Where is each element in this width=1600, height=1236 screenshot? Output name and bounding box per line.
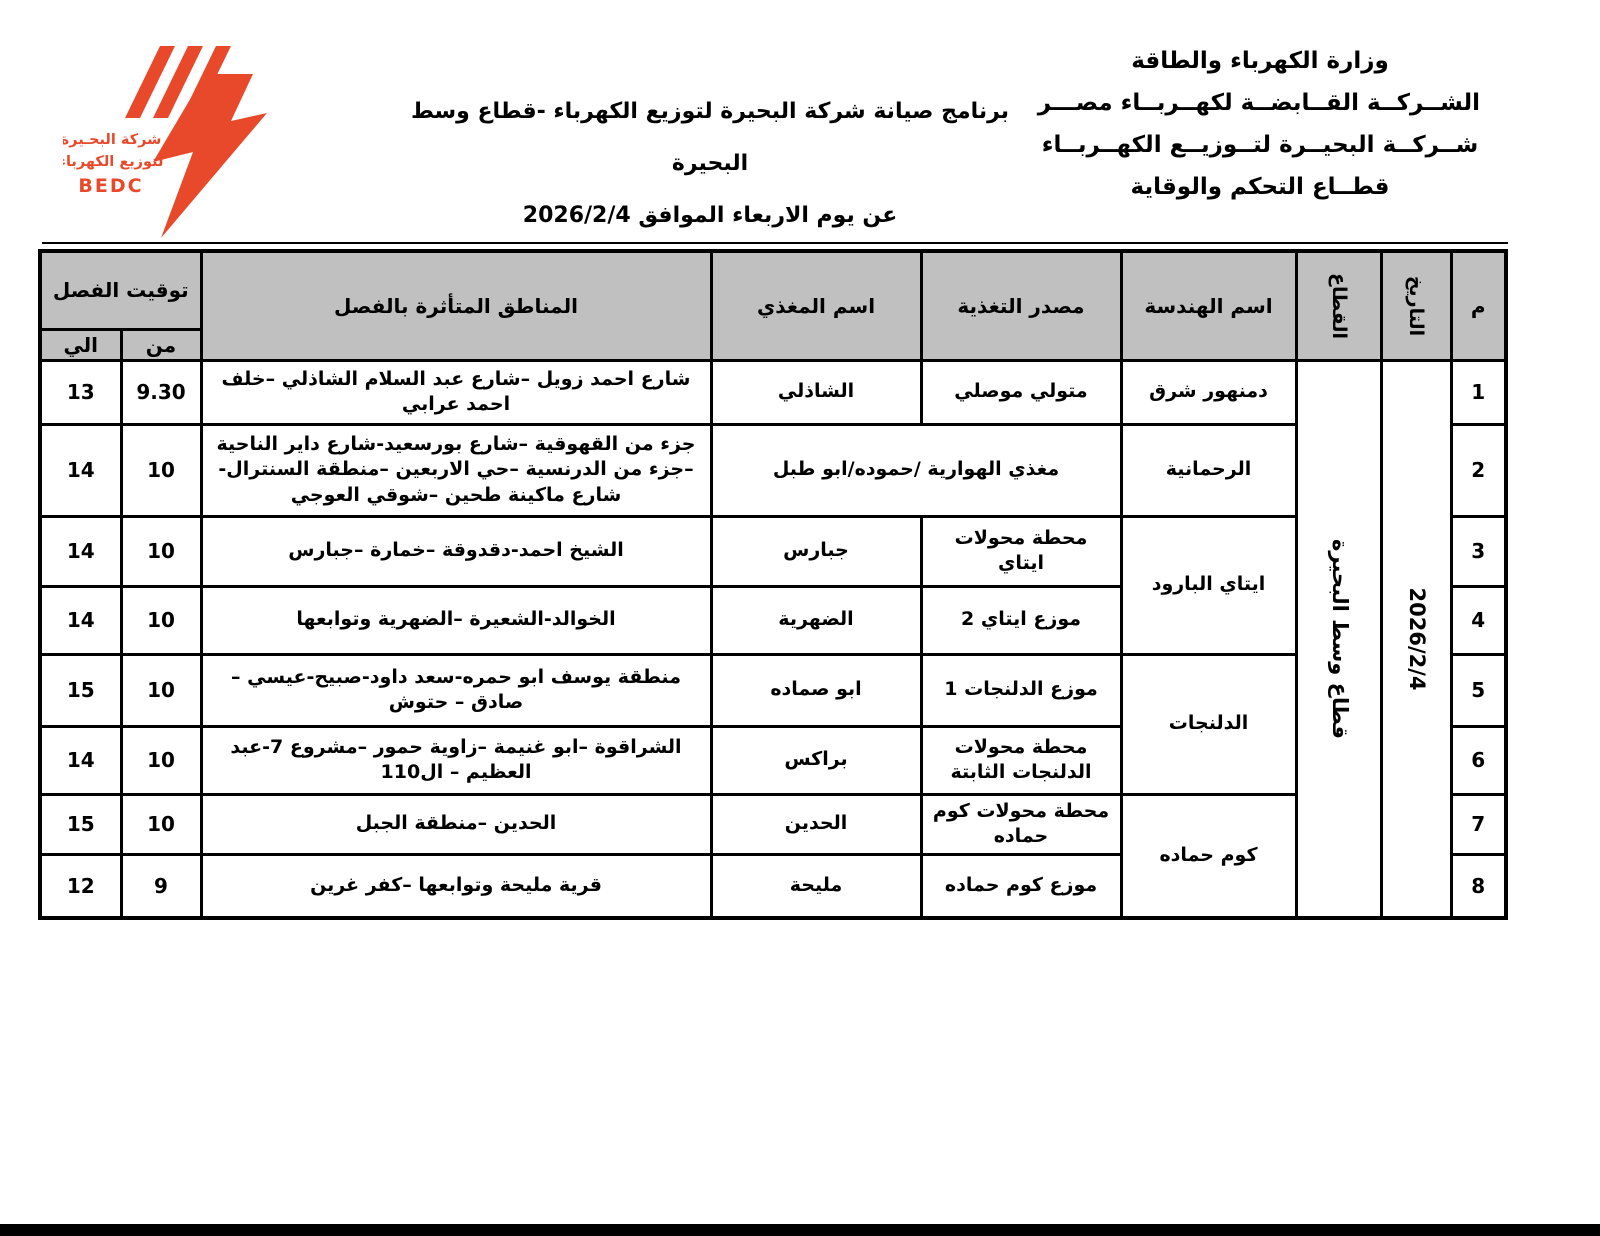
cell-areas: الشيخ احمد-دقدوقة –خمارة –جبارس	[201, 516, 711, 586]
maintenance-schedule-table	[38, 249, 1508, 920]
cell-areas: الخوالد-الشعيرة –الضهرية وتوابعها	[201, 586, 711, 654]
org-line-holding-company: الشــركــة القــابضــة لكهــربــاء مصـــر	[1037, 90, 1480, 116]
date-value: 2026/2/4	[1404, 587, 1429, 691]
col-header-feeder: اسم المغذي	[711, 251, 921, 360]
cell-source: موزع ايتاي 2	[921, 586, 1121, 654]
cell-from: 9.30	[121, 360, 201, 424]
col-header-date	[1381, 251, 1451, 360]
cell-num: 2	[1451, 424, 1506, 516]
cell-num: 6	[1451, 726, 1506, 794]
col-header-timing: توقيت الفصل	[40, 251, 201, 329]
page-bottom-rule	[0, 1224, 1600, 1236]
cell-source: متولي موصلي	[921, 360, 1121, 424]
cell-feeder: الشاذلي	[711, 360, 921, 424]
cell-areas: جزء من القهوقية –شارع بورسعيد-شارع داير الناحية –جزء من الدرنسية –حي الاربعين –منطقة السنترال-شارع ماكينة طحين –شوقي العوجي	[201, 424, 711, 516]
cell-to: 15	[40, 794, 121, 854]
bedc-logo	[63, 26, 348, 241]
org-line-distribution-company: شــركــة البحيــرة لتــوزيــع الكهــربــاء	[1041, 132, 1479, 158]
col-header-areas: المناطق المتأثرة بالفصل	[201, 251, 711, 360]
cell-to: 14	[40, 726, 121, 794]
program-title-line1: برنامج صيانة شركة البحيرة لتوزيع الكهرباء -قطاع وسط البحيرة	[410, 99, 1010, 176]
cell-feeder: مليحة	[711, 854, 921, 918]
cell-num: 4	[1451, 586, 1506, 654]
cell-date-merged	[1381, 360, 1451, 918]
cell-source: محطة محولات ايتاي	[921, 516, 1121, 586]
logo-company-line1: شركة البحـيرة	[63, 132, 162, 148]
cell-from: 10	[121, 586, 201, 654]
cell-feeder: الحدين	[711, 794, 921, 854]
cell-num: 3	[1451, 516, 1506, 586]
program-title-line2: عن يوم الاربعاء الموافق 2026/2/4	[522, 203, 898, 228]
col-header-sector	[1296, 251, 1381, 360]
bedc-logo-graphic	[63, 26, 348, 241]
cell-source: موزع الدلنجات 1	[921, 654, 1121, 726]
program-title	[400, 86, 1020, 242]
cell-feeder: جبارس	[711, 516, 921, 586]
logo-abbr-text: BEDC	[78, 175, 144, 197]
cell-num: 1	[1451, 360, 1506, 424]
cell-to: 14	[40, 516, 121, 586]
cell-from: 10	[121, 726, 201, 794]
cell-from: 10	[121, 516, 201, 586]
col-header-from: من	[121, 329, 201, 360]
cell-feeder: براكس	[711, 726, 921, 794]
cell-engineering-merged: كوم حماده	[1121, 794, 1296, 918]
cell-num: 5	[1451, 654, 1506, 726]
cell-areas: شارع احمد زويل –شارع عبد السلام الشاذلي –خلف احمد عرابي	[201, 360, 711, 424]
cell-areas: الشراقوة –ابو غنيمة –زاوية حمور –مشروع 7-عبد العظيم – ال110	[201, 726, 711, 794]
col-header-source: مصدر التغذية	[921, 251, 1121, 360]
org-line-ministry: وزارة الكهرباء والطاقة	[1131, 48, 1389, 74]
cell-to: 14	[40, 586, 121, 654]
table-row	[40, 424, 1506, 516]
cell-areas: قرية مليحة وتوابعها –كفر غرين	[201, 854, 711, 918]
col-header-num: م	[1451, 251, 1506, 360]
cell-from: 10	[121, 654, 201, 726]
cell-engineering: دمنهور شرق	[1121, 360, 1296, 424]
col-header-date-label: التاريخ	[1405, 275, 1427, 336]
cell-to: 13	[40, 360, 121, 424]
cell-source: محطة محولات الدلنجات الثابتة	[921, 726, 1121, 794]
table-row	[40, 794, 1506, 854]
cell-feeder: الضهرية	[711, 586, 921, 654]
cell-from: 10	[121, 424, 201, 516]
org-line-control-sector: قطــاع التحكم والوقاية	[1130, 174, 1390, 200]
cell-from: 10	[121, 794, 201, 854]
cell-feeder: ابو صماده	[711, 654, 921, 726]
cell-engineering: الرحمانية	[1121, 424, 1296, 516]
table-top-rule	[42, 242, 1508, 244]
cell-source: موزع كوم حماده	[921, 854, 1121, 918]
cell-areas: الحدين –منطقة الجبل	[201, 794, 711, 854]
col-header-sector-label: القطاع	[1327, 272, 1350, 339]
logo-arc-text	[63, 26, 72, 30]
org-heading	[1037, 40, 1480, 208]
logo-company-line2: لتوزيع الكهرباء	[63, 154, 164, 170]
cell-from: 9	[121, 854, 201, 918]
cell-num: 8	[1451, 854, 1506, 918]
cell-source: محطة محولات كوم حماده	[921, 794, 1121, 854]
col-header-to: الي	[40, 329, 121, 360]
cell-source-feeder-merged: مغذي الهوارية /حموده/ابو طبل	[711, 424, 1121, 516]
table-row	[40, 360, 1506, 424]
cell-to: 15	[40, 654, 121, 726]
cell-engineering-merged: الدلنجات	[1121, 654, 1296, 794]
cell-areas: منطقة يوسف ابو حمره-سعد داود-صبيح-عيسي –صادق – حتوش	[201, 654, 711, 726]
col-header-engineering: اسم الهندسة	[1121, 251, 1296, 360]
table-row	[40, 654, 1506, 726]
cell-sector-merged	[1296, 360, 1381, 918]
cell-num: 7	[1451, 794, 1506, 854]
cell-engineering-merged: ايتاي البارود	[1121, 516, 1296, 654]
sector-value: قطاع وسط البحيرة	[1327, 538, 1352, 739]
cell-to: 12	[40, 854, 121, 918]
cell-to: 14	[40, 424, 121, 516]
schedule-table-wrap	[42, 242, 1508, 920]
table-row	[40, 516, 1506, 586]
